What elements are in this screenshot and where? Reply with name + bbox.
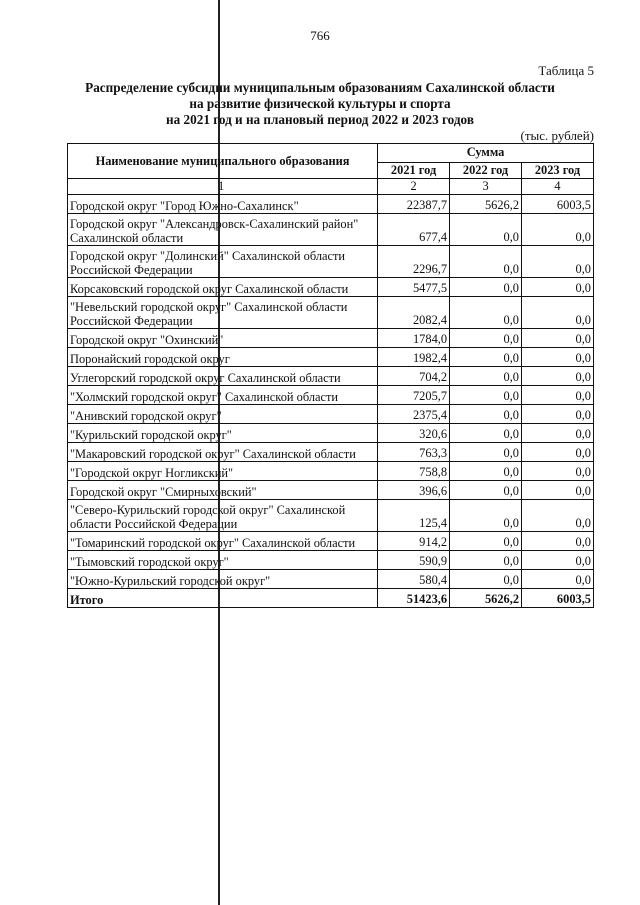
amount-2021: 320,6 [378, 424, 450, 443]
table-row [68, 500, 594, 532]
table-row [68, 551, 594, 570]
table-row [68, 532, 594, 551]
amount-2023: 0,0 [522, 348, 594, 367]
amount-2021: 758,8 [378, 462, 450, 481]
total-2023: 6003,5 [522, 589, 594, 608]
amount-2022: 0,0 [450, 462, 522, 481]
amount-2023: 0,0 [522, 500, 594, 532]
municipality-name: Городской округ "Охинский" [68, 329, 378, 348]
page-number: 766 [310, 28, 330, 43]
municipality-name: Углегорский городской округ Сахалинской области [68, 367, 378, 386]
municipality-name: Городской округ "Город Южно-Сахалинск" [68, 195, 378, 214]
header-year-2023: 2023 год [522, 162, 594, 178]
amount-2023: 0,0 [522, 551, 594, 570]
column-index-row [68, 179, 594, 195]
municipality-name: "Северо-Курильский городской округ" Сахалинской области Российской Федерации [68, 500, 378, 532]
amount-2022: 0,0 [450, 386, 522, 405]
table-row [68, 246, 594, 278]
table-row [68, 278, 594, 297]
amount-2023: 0,0 [522, 386, 594, 405]
amount-2022: 0,0 [450, 214, 522, 246]
units-label: (тыс. рублей) [520, 128, 594, 143]
title-line-3: на 2021 год и на плановый период 2022 и 2023 годов [166, 112, 474, 127]
amount-2022: 0,0 [450, 570, 522, 589]
table-row [68, 386, 594, 405]
municipality-name: "Томаринский городской округ" Сахалинской области [68, 532, 378, 551]
amount-2023: 0,0 [522, 278, 594, 297]
amount-2023: 0,0 [522, 405, 594, 424]
title-line-1: Распределение субсидии муниципальным образованиям Сахалинской области [85, 80, 555, 95]
amount-2023: 6003,5 [522, 195, 594, 214]
column-index: 1 [68, 179, 378, 195]
amount-2021: 580,4 [378, 570, 450, 589]
municipality-name: "Холмский городской округ" Сахалинской области [68, 386, 378, 405]
table-row [68, 405, 594, 424]
document-title [0, 80, 640, 128]
amount-2021: 125,4 [378, 500, 450, 532]
amount-2023: 0,0 [522, 481, 594, 500]
amount-2022: 0,0 [450, 551, 522, 570]
table-row [68, 348, 594, 367]
table-row [68, 462, 594, 481]
amount-2023: 0,0 [522, 462, 594, 481]
amount-2023: 0,0 [522, 329, 594, 348]
table-row [68, 195, 594, 214]
header-year-2022: 2022 год [450, 162, 522, 178]
municipality-name: "Макаровский городской округ" Сахалинской области [68, 443, 378, 462]
table-row [68, 367, 594, 386]
municipality-name: "Курильский городской округ" [68, 424, 378, 443]
table-row [68, 329, 594, 348]
total-2022: 5626,2 [450, 589, 522, 608]
municipality-name: Городской округ "Долинский" Сахалинской области Российской Федерации [68, 246, 378, 278]
amount-2023: 0,0 [522, 367, 594, 386]
amount-2021: 1784,0 [378, 329, 450, 348]
amount-2023: 0,0 [522, 570, 594, 589]
amount-2021: 7205,7 [378, 386, 450, 405]
amount-2021: 2375,4 [378, 405, 450, 424]
amount-2023: 0,0 [522, 424, 594, 443]
municipality-name: "Городской округ Ногликский" [68, 462, 378, 481]
amount-2022: 0,0 [450, 329, 522, 348]
amount-2022: 5626,2 [450, 195, 522, 214]
amount-2021: 677,4 [378, 214, 450, 246]
municipality-name: Поронайский городской округ [68, 348, 378, 367]
column-index: 3 [450, 179, 522, 195]
header-year-2021: 2021 год [378, 162, 450, 178]
municipality-name: "Южно-Курильский городской округ" [68, 570, 378, 589]
amount-2022: 0,0 [450, 481, 522, 500]
amount-2021: 396,6 [378, 481, 450, 500]
municipality-name: Городской округ "Смирныховский" [68, 481, 378, 500]
municipality-name: "Невельский городской округ" Сахалинской области Российской Федерации [68, 297, 378, 329]
amount-2022: 0,0 [450, 532, 522, 551]
total-row [68, 589, 594, 608]
amount-2022: 0,0 [450, 367, 522, 386]
amount-2021: 704,2 [378, 367, 450, 386]
amount-2023: 0,0 [522, 246, 594, 278]
total-label: Итого [68, 589, 378, 608]
column-index: 2 [378, 179, 450, 195]
municipality-name: "Тымовский городской округ" [68, 551, 378, 570]
amount-2022: 0,0 [450, 278, 522, 297]
amount-2022: 0,0 [450, 500, 522, 532]
amount-2022: 0,0 [450, 246, 522, 278]
amount-2022: 0,0 [450, 443, 522, 462]
amount-2022: 0,0 [450, 424, 522, 443]
amount-2023: 0,0 [522, 297, 594, 329]
table-row [68, 297, 594, 329]
amount-2021: 914,2 [378, 532, 450, 551]
amount-2021: 22387,7 [378, 195, 450, 214]
table-row [68, 443, 594, 462]
table-row [68, 424, 594, 443]
amount-2021: 2296,7 [378, 246, 450, 278]
header-name: Наименование муниципального образования [68, 144, 378, 179]
title-line-2: на развитие физической культуры и спорта [189, 96, 451, 111]
table-row [68, 481, 594, 500]
amount-2023: 0,0 [522, 443, 594, 462]
table-label: Таблица 5 [538, 63, 594, 78]
municipality-name: Городской округ "Александровск-Сахалинский район" Сахалинской области [68, 214, 378, 246]
amount-2021: 2082,4 [378, 297, 450, 329]
table-row [68, 214, 594, 246]
amount-2023: 0,0 [522, 532, 594, 551]
amount-2022: 0,0 [450, 297, 522, 329]
amount-2021: 1982,4 [378, 348, 450, 367]
amount-2022: 0,0 [450, 348, 522, 367]
table-row [68, 570, 594, 589]
header-sum: Сумма [378, 144, 594, 163]
amount-2023: 0,0 [522, 214, 594, 246]
amount-2021: 5477,5 [378, 278, 450, 297]
column-index: 4 [522, 179, 594, 195]
municipality-name: "Анивский городской округ" [68, 405, 378, 424]
municipality-name: Корсаковский городской округ Сахалинской области [68, 278, 378, 297]
amount-2021: 590,9 [378, 551, 450, 570]
amount-2021: 763,3 [378, 443, 450, 462]
subsidy-table [67, 143, 594, 608]
total-2021: 51423,6 [378, 589, 450, 608]
amount-2022: 0,0 [450, 405, 522, 424]
